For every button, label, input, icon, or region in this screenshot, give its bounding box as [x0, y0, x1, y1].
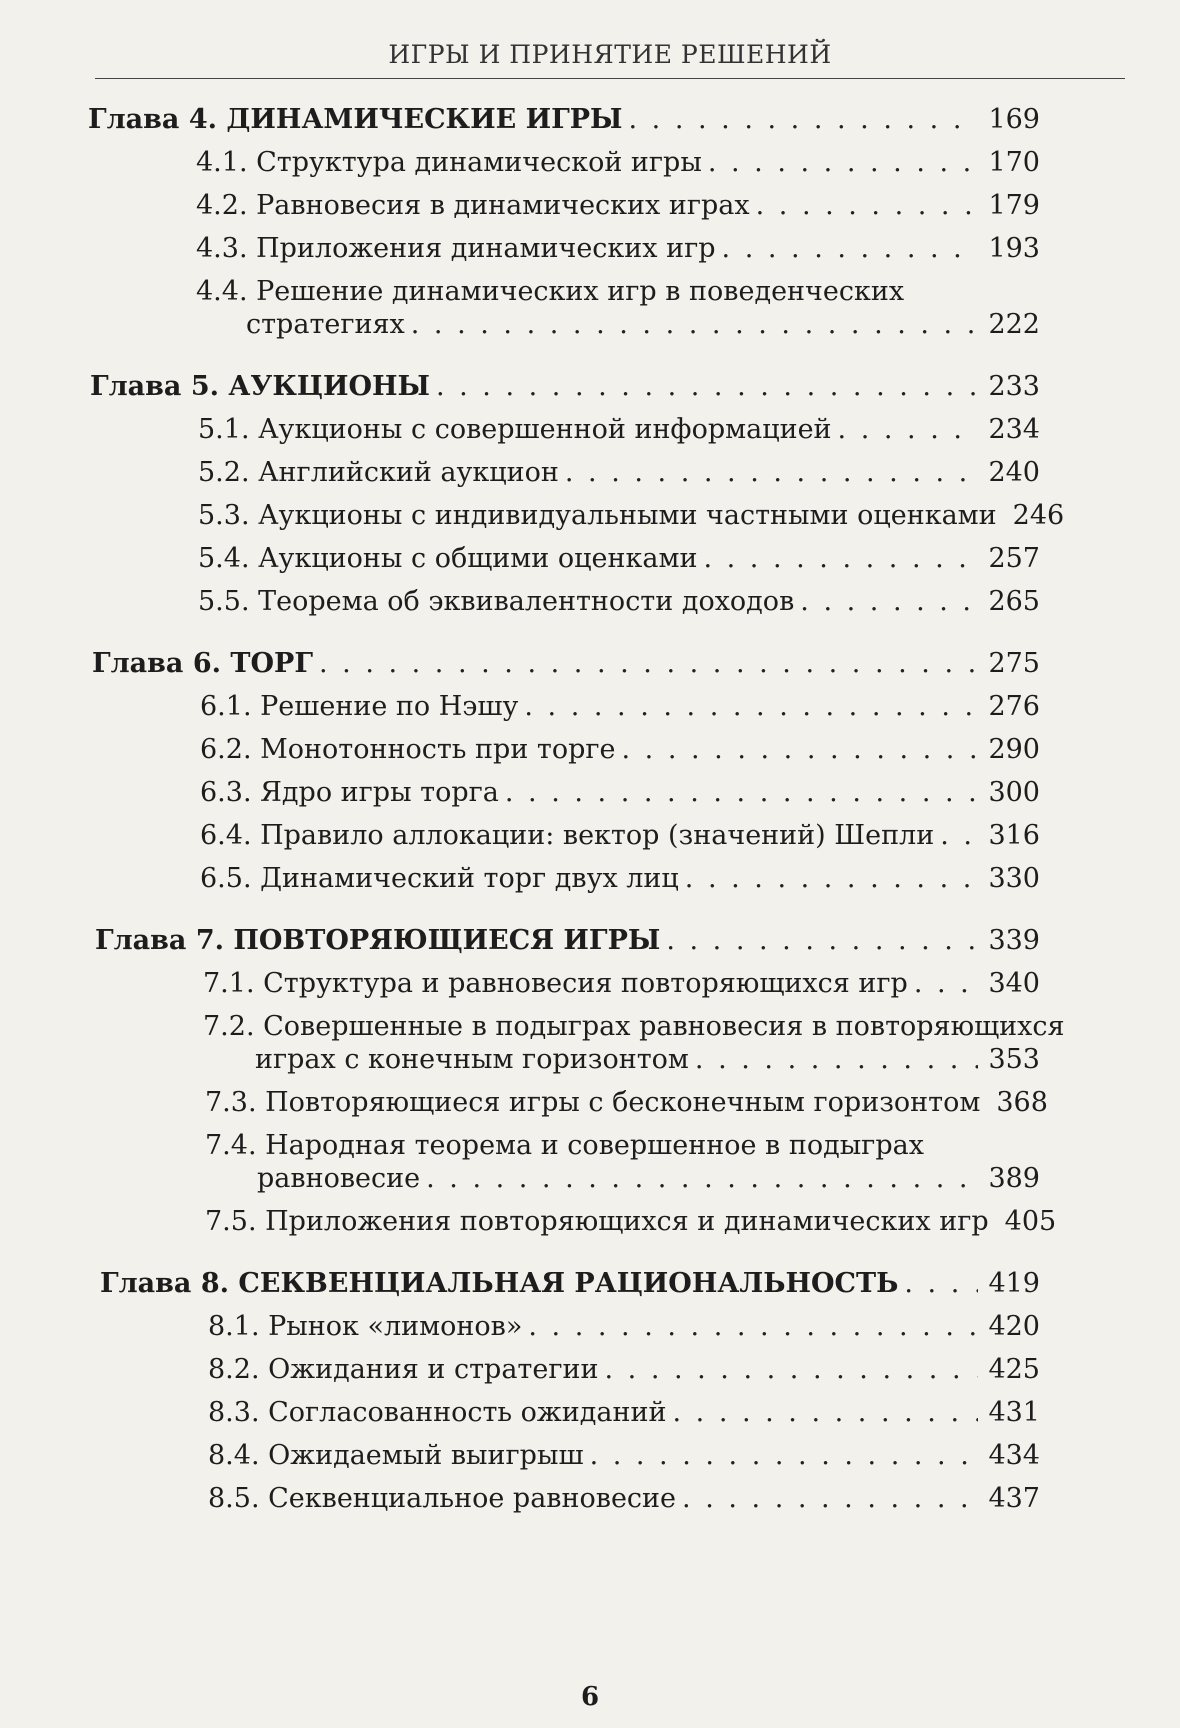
- toc-entry-title: Глава 8. СЕКВЕНЦИАЛЬНАЯ РАЦИОНАЛЬНОСТЬ: [100, 1268, 899, 1299]
- toc-entry-title: 6.4. Правило аллокации: вектор (значений) Шепли: [200, 820, 935, 851]
- toc-page-number: 425: [988, 1354, 1040, 1385]
- toc-entry-title: 8.5. Секвенциальное равновесие: [208, 1483, 677, 1514]
- toc-entry-title: 4.1. Структура динамической игры: [196, 147, 702, 178]
- dot-leader: [672, 1396, 978, 1430]
- toc-page-number: 405: [1004, 1206, 1057, 1237]
- dot-leader: [319, 647, 978, 681]
- toc-section-entry: [208, 1439, 1040, 1473]
- toc-section-entry: [246, 308, 1040, 342]
- toc-page-number: 434: [988, 1440, 1040, 1471]
- toc-section-entry: [198, 499, 1065, 533]
- toc-page-number: 276: [988, 691, 1040, 722]
- toc-page-number: 437: [988, 1483, 1040, 1514]
- toc-entry-title: 7.5. Приложения повторяющихся и динамических игр: [205, 1206, 989, 1237]
- toc-entry-title: 8.4. Ожидаемый выигрыш: [208, 1440, 584, 1471]
- toc-entry-title: 6.3. Ядро игры торга: [200, 777, 499, 808]
- toc-entry-title: Глава 7. ПОВТОРЯЮЩИЕСЯ ИГРЫ: [95, 925, 661, 956]
- dot-leader: [565, 456, 979, 490]
- toc-entry-title: 7.3. Повторяющиеся игры с бесконечным горизонтом: [205, 1087, 981, 1118]
- toc-page-number: 300: [988, 777, 1040, 808]
- dot-leader: [528, 1310, 978, 1344]
- toc-page-number: 353: [988, 1044, 1040, 1075]
- dot-leader: [505, 776, 979, 810]
- toc-entry-title: 5.4. Аукционы с общими оценками: [198, 543, 698, 574]
- running-head: ИГРЫ И ПРИНЯТИЕ РЕШЕНИЙ: [388, 40, 832, 69]
- dot-leader: [708, 146, 979, 180]
- dot-leader: [695, 1043, 979, 1077]
- toc-page-number: 290: [988, 734, 1040, 765]
- toc-page-number: 265: [988, 586, 1040, 617]
- toc-chapter-entry: [92, 647, 1040, 681]
- toc-page-number: 316: [988, 820, 1040, 851]
- toc-section-entry: [205, 1086, 1048, 1120]
- page-number: 6: [580, 1682, 600, 1712]
- toc-page-number: 240: [988, 457, 1040, 488]
- toc-page-number: 246: [1012, 500, 1065, 531]
- toc-entry-title: 4.4. Решение динамических игр в поведенческих: [196, 276, 905, 307]
- toc-page-number: 340: [988, 968, 1040, 999]
- toc-page-number: 420: [988, 1311, 1040, 1342]
- toc-page-number: 193: [988, 233, 1040, 264]
- toc-page-number: 275: [988, 648, 1040, 679]
- toc-page-number: 233: [988, 371, 1040, 402]
- dot-leader: [590, 1439, 979, 1473]
- toc-entry-title: 7.2. Совершенные в подыграх равновесия в повторяющихся: [203, 1011, 1065, 1042]
- toc-section-entry: [198, 542, 1040, 576]
- toc-section-entry: [208, 1353, 1040, 1387]
- toc-entry-title: 8.1. Рынок «лимонов»: [208, 1311, 523, 1342]
- toc-section-entry: [200, 776, 1040, 810]
- dot-leader: [524, 690, 978, 724]
- toc-section-entry: [198, 413, 1040, 447]
- toc-page-number: 234: [988, 414, 1040, 445]
- toc-entry-title: 8.2. Ожидания и стратегии: [208, 1354, 599, 1385]
- toc-entry-title: 6.5. Динамический торг двух лиц: [200, 863, 679, 894]
- toc-chapter-entry: [95, 924, 1040, 958]
- dot-leader: [682, 1482, 978, 1516]
- toc-section-entry: [205, 1205, 1057, 1239]
- toc-section-entry: [200, 690, 1040, 724]
- toc-page-number: 257: [988, 543, 1040, 574]
- toc-section-entry: [196, 146, 1040, 180]
- toc-page-number: 222: [988, 309, 1040, 340]
- toc-entry-title: 5.3. Аукционы с индивидуальными частными оценками: [198, 500, 997, 531]
- toc-entry-title-continuation: стратегиях: [246, 309, 405, 340]
- toc-section-entry: [257, 1162, 1040, 1196]
- toc-entry-title: 5.2. Английский аукцион: [198, 457, 559, 488]
- toc-entry-title: 6.1. Решение по Нэшу: [200, 691, 519, 722]
- dot-leader: [629, 103, 979, 137]
- toc-page-number: 389: [988, 1163, 1040, 1194]
- dot-leader: [800, 585, 978, 619]
- toc-section-entry: [198, 456, 1040, 490]
- toc-page-number: 170: [988, 147, 1040, 178]
- toc-section-entry: [200, 862, 1040, 896]
- dot-leader: [436, 370, 979, 404]
- dot-leader: [426, 1162, 978, 1196]
- dot-leader: [703, 542, 978, 576]
- dot-leader: [411, 308, 979, 342]
- toc-page-number: 419: [988, 1268, 1040, 1299]
- dot-leader: [604, 1353, 978, 1387]
- dot-leader: [940, 819, 978, 853]
- toc-chapter-entry: [90, 370, 1040, 404]
- dot-leader: [904, 1267, 978, 1301]
- toc-page-number: 431: [988, 1397, 1040, 1428]
- toc-entry-title: Глава 6. ТОРГ: [92, 648, 313, 679]
- toc-entry-title: Глава 4. ДИНАМИЧЕСКИЕ ИГРЫ: [88, 104, 623, 135]
- toc-entry-title: 6.2. Монотонность при торге: [200, 734, 616, 765]
- dot-leader: [622, 733, 979, 767]
- toc-entry-title: 4.2. Равновесия в динамических играх: [196, 190, 750, 221]
- toc-entry-title: 5.1. Аукционы с совершенной информацией: [198, 414, 832, 445]
- dot-leader: [838, 413, 979, 447]
- toc-section-entry: [200, 819, 1040, 853]
- toc-entry-title: Глава 5. АУКЦИОНЫ: [90, 371, 430, 402]
- toc-entry-title: 8.3. Согласованность ожиданий: [208, 1397, 667, 1428]
- toc-section-entry: [196, 232, 1040, 266]
- toc-section-entry: [203, 967, 1040, 1001]
- toc-entry-title: 4.3. Приложения динамических игр: [196, 233, 716, 264]
- toc-page-number: 330: [988, 863, 1040, 894]
- toc-entry-title-continuation: играх с конечным горизонтом: [255, 1044, 689, 1075]
- toc-entry-title: 7.4. Народная теорема и совершенное в подыграх: [205, 1130, 924, 1161]
- dot-leader: [756, 189, 979, 223]
- toc-page-number: 368: [996, 1087, 1048, 1118]
- toc-section-entry: [198, 585, 1040, 619]
- toc-page-number: 179: [988, 190, 1040, 221]
- toc-section-entry: [208, 1310, 1040, 1344]
- toc-page-number: 339: [988, 925, 1040, 956]
- toc-chapter-entry: [100, 1267, 1040, 1301]
- toc-entry-title: 7.1. Структура и равновесия повторяющихся игр: [203, 968, 908, 999]
- toc-section-entry: [208, 1482, 1040, 1516]
- toc-section-entry: [208, 1396, 1040, 1430]
- dot-leader: [722, 232, 979, 266]
- toc-page-number: 169: [988, 104, 1040, 135]
- dot-leader: [914, 967, 979, 1001]
- dot-leader: [666, 924, 978, 958]
- toc-entry-title-continuation: равновесие: [257, 1163, 421, 1194]
- toc-section-entry: [196, 189, 1040, 223]
- toc-section-entry: [200, 733, 1040, 767]
- toc-entry-title: 5.5. Теорема об эквивалентности доходов: [198, 586, 795, 617]
- toc-chapter-entry: [88, 103, 1040, 137]
- dot-leader: [685, 862, 979, 896]
- toc-section-entry: [255, 1043, 1040, 1077]
